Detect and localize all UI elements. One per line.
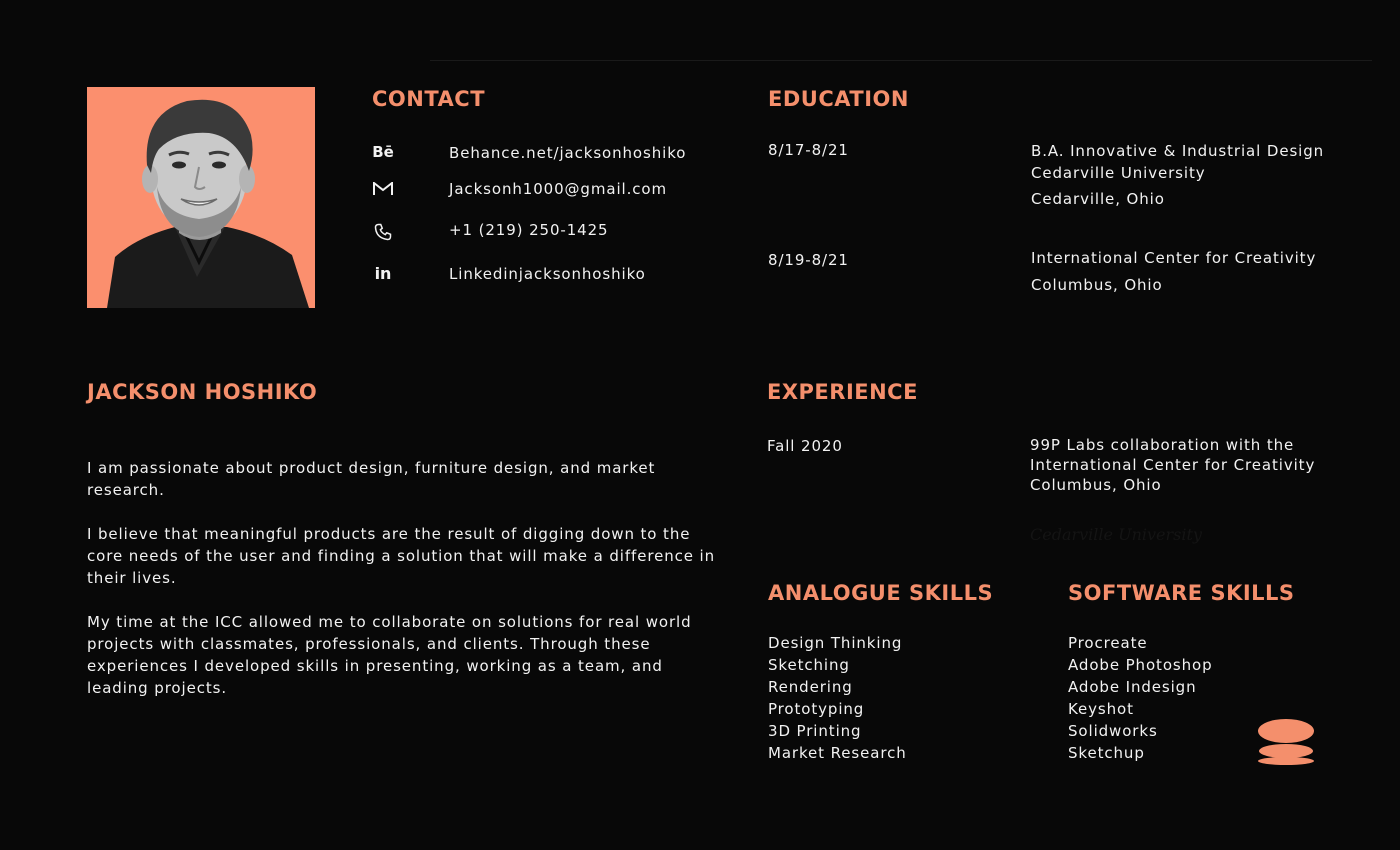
contact-heading: CONTACT (372, 87, 486, 111)
contact-phone[interactable]: +1 (219) 250-1425 (449, 221, 609, 239)
education-date: 8/19-8/21 (768, 251, 849, 269)
education-date: 8/17-8/21 (768, 141, 849, 159)
bio-paragraph: I am passionate about product design, furniture design, and market research. (87, 459, 656, 499)
education-school: International Center for Creativity (1031, 249, 1317, 267)
experience-line: International Center for Creativity (1030, 456, 1316, 474)
skill-item: Prototyping (768, 700, 865, 718)
skill-item: Adobe Photoshop (1068, 656, 1213, 674)
education-location: Columbus, Ohio (1031, 276, 1163, 294)
profile-photo (87, 87, 315, 308)
portrait-illustration (87, 87, 315, 308)
analogue-skills-list (768, 632, 907, 764)
skill-item: Rendering (768, 678, 853, 696)
software-skills-list (1068, 632, 1213, 764)
skill-item: Solidworks (1068, 722, 1158, 740)
experience-line: Columbus, Ohio (1030, 476, 1162, 494)
education-degree: B.A. Innovative & Industrial Design (1031, 142, 1325, 160)
contact-linkedin-link[interactable]: Linkedinjacksonhoshiko (449, 265, 646, 283)
behance-icon: Bē (372, 143, 394, 161)
bio-section (87, 457, 717, 721)
analogue-skills-heading: ANALOGUE SKILLS (768, 581, 994, 605)
experience-date: Fall 2020 (767, 437, 843, 455)
education-school: Cedarville University (1031, 164, 1206, 182)
phone-icon (372, 221, 394, 243)
skill-item: Adobe Indesign (1068, 678, 1197, 696)
experience-line: 99P Labs collaboration with the (1030, 436, 1295, 454)
linkedin-icon: in (374, 263, 392, 283)
skill-item: 3D Printing (768, 722, 862, 740)
skill-item: Design Thinking (768, 634, 903, 652)
skill-item: Keyshot (1068, 700, 1134, 718)
education-heading: EDUCATION (768, 87, 909, 111)
education-location: Cedarville, Ohio (1031, 190, 1165, 208)
contact-behance-link[interactable]: Behance.net/jacksonhoshiko (449, 144, 687, 162)
top-divider (430, 60, 1372, 61)
bio-paragraph: My time at the ICC allowed me to collaborate on solutions for real world projects with classmates, professionals, and clients. Through these experiences I developed skills in presenting, working as a team, and leading projects. (87, 613, 692, 697)
experience-heading: EXPERIENCE (767, 380, 918, 404)
gmail-icon (372, 178, 394, 200)
skill-item: Sketching (768, 656, 850, 674)
bio-paragraph: I believe that meaningful products are the result of digging down to the core needs of the user and finding a solution that will make a difference in their lives. (87, 525, 716, 587)
ghost-text: Cedarville University (1030, 525, 1202, 544)
skill-item: Sketchup (1068, 744, 1145, 762)
software-skills-heading: SOFTWARE SKILLS (1068, 581, 1295, 605)
skill-item: Market Research (768, 744, 907, 762)
profile-name: JACKSON HOSHIKO (87, 380, 318, 404)
skill-item: Procreate (1068, 634, 1148, 652)
contact-email-link[interactable]: Jacksonh1000@gmail.com (449, 180, 667, 198)
stacked-discs-logo (1256, 718, 1316, 770)
